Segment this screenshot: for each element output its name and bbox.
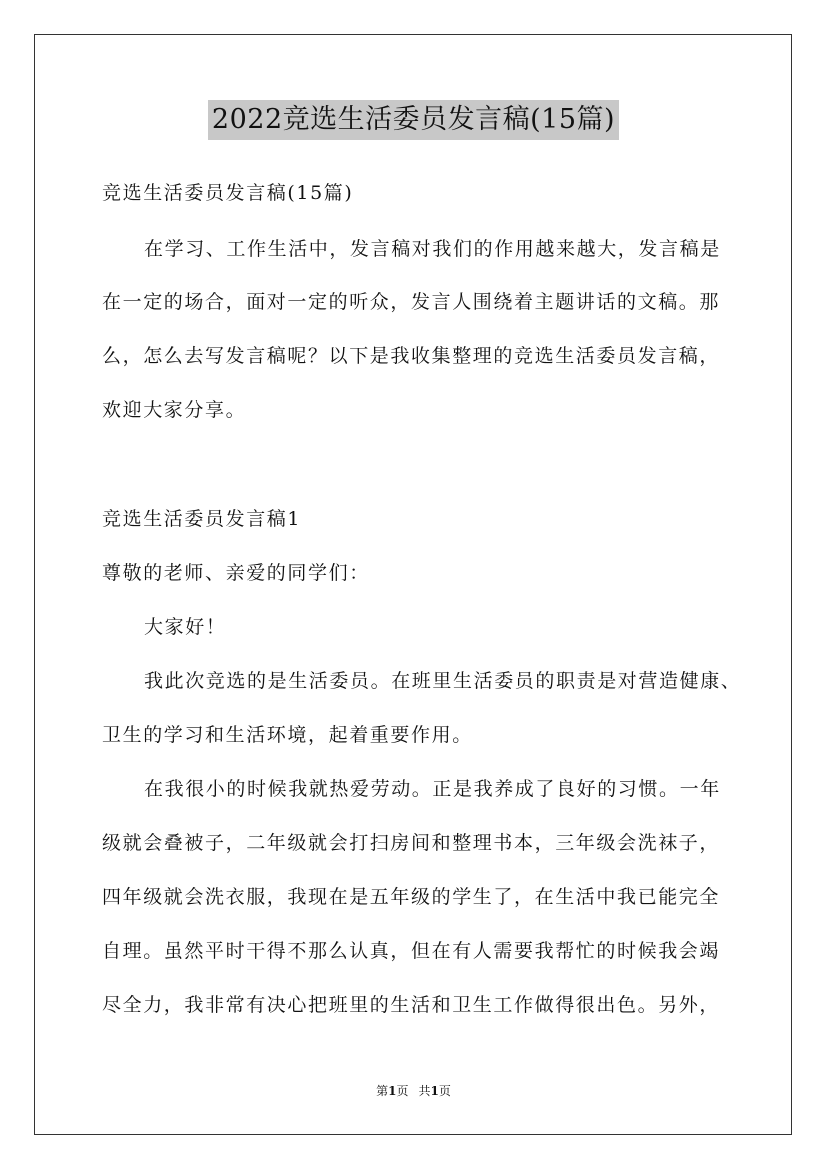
page-current: 1 [388,1084,397,1098]
para2-line-5: 尽全力，我非常有决心把班里的生活和卫生工作做得很出色。另外， [102,994,721,1016]
total-unit: 页 [438,1084,451,1098]
para2-line-3: 四年级就会洗衣服，我现在是五年级的学生了，在生活中我已能完全 [102,886,721,908]
para2-line-2: 级就会叠被子，二年级就会打扫房间和整理书本，三年级会洗袜子， [102,832,721,854]
intro-line-1: 在学习、工作生活中，发言稿对我们的作用越来越大，发言稿是 [144,238,721,260]
section-heading: 竞选生活委员发言稿1 [102,508,302,530]
document-title: 2022竞选生活委员发言稿(15篇) [208,100,619,140]
document-subtitle: 竞选生活委员发言稿(15篇) [102,182,354,204]
para2-line-4: 自理。虽然平时干得不那么认真，但在有人需要我帮忙的时候我会竭 [102,940,721,962]
intro-line-3: 么，怎么去写发言稿呢？以下是我收集整理的竞选生活委员发言稿， [102,345,721,367]
page-prefix: 第 [376,1084,389,1098]
greeting: 大家好！ [144,616,227,638]
salutation: 尊敬的老师、亲爱的同学们： [102,562,370,584]
total-prefix: 共 [418,1084,431,1098]
para2-line-1: 在我很小的时候我就热爱劳动。正是我养成了良好的习惯。一年 [144,778,721,800]
page-footer [0,1083,827,1099]
page-total: 1 [430,1084,439,1098]
title-container [0,100,827,140]
intro-line-2: 在一定的场合，面对一定的听众，发言人围绕着主题讲话的文稿。那 [102,291,721,313]
para1-line-1: 我此次竞选的是生活委员。在班里生活委员的职责是对营造健康、 [144,670,742,692]
page-unit: 页 [396,1084,409,1098]
para1-line-2: 卫生的学习和生活环境，起着重要作用。 [102,724,473,746]
intro-line-4: 欢迎大家分享。 [102,399,247,421]
